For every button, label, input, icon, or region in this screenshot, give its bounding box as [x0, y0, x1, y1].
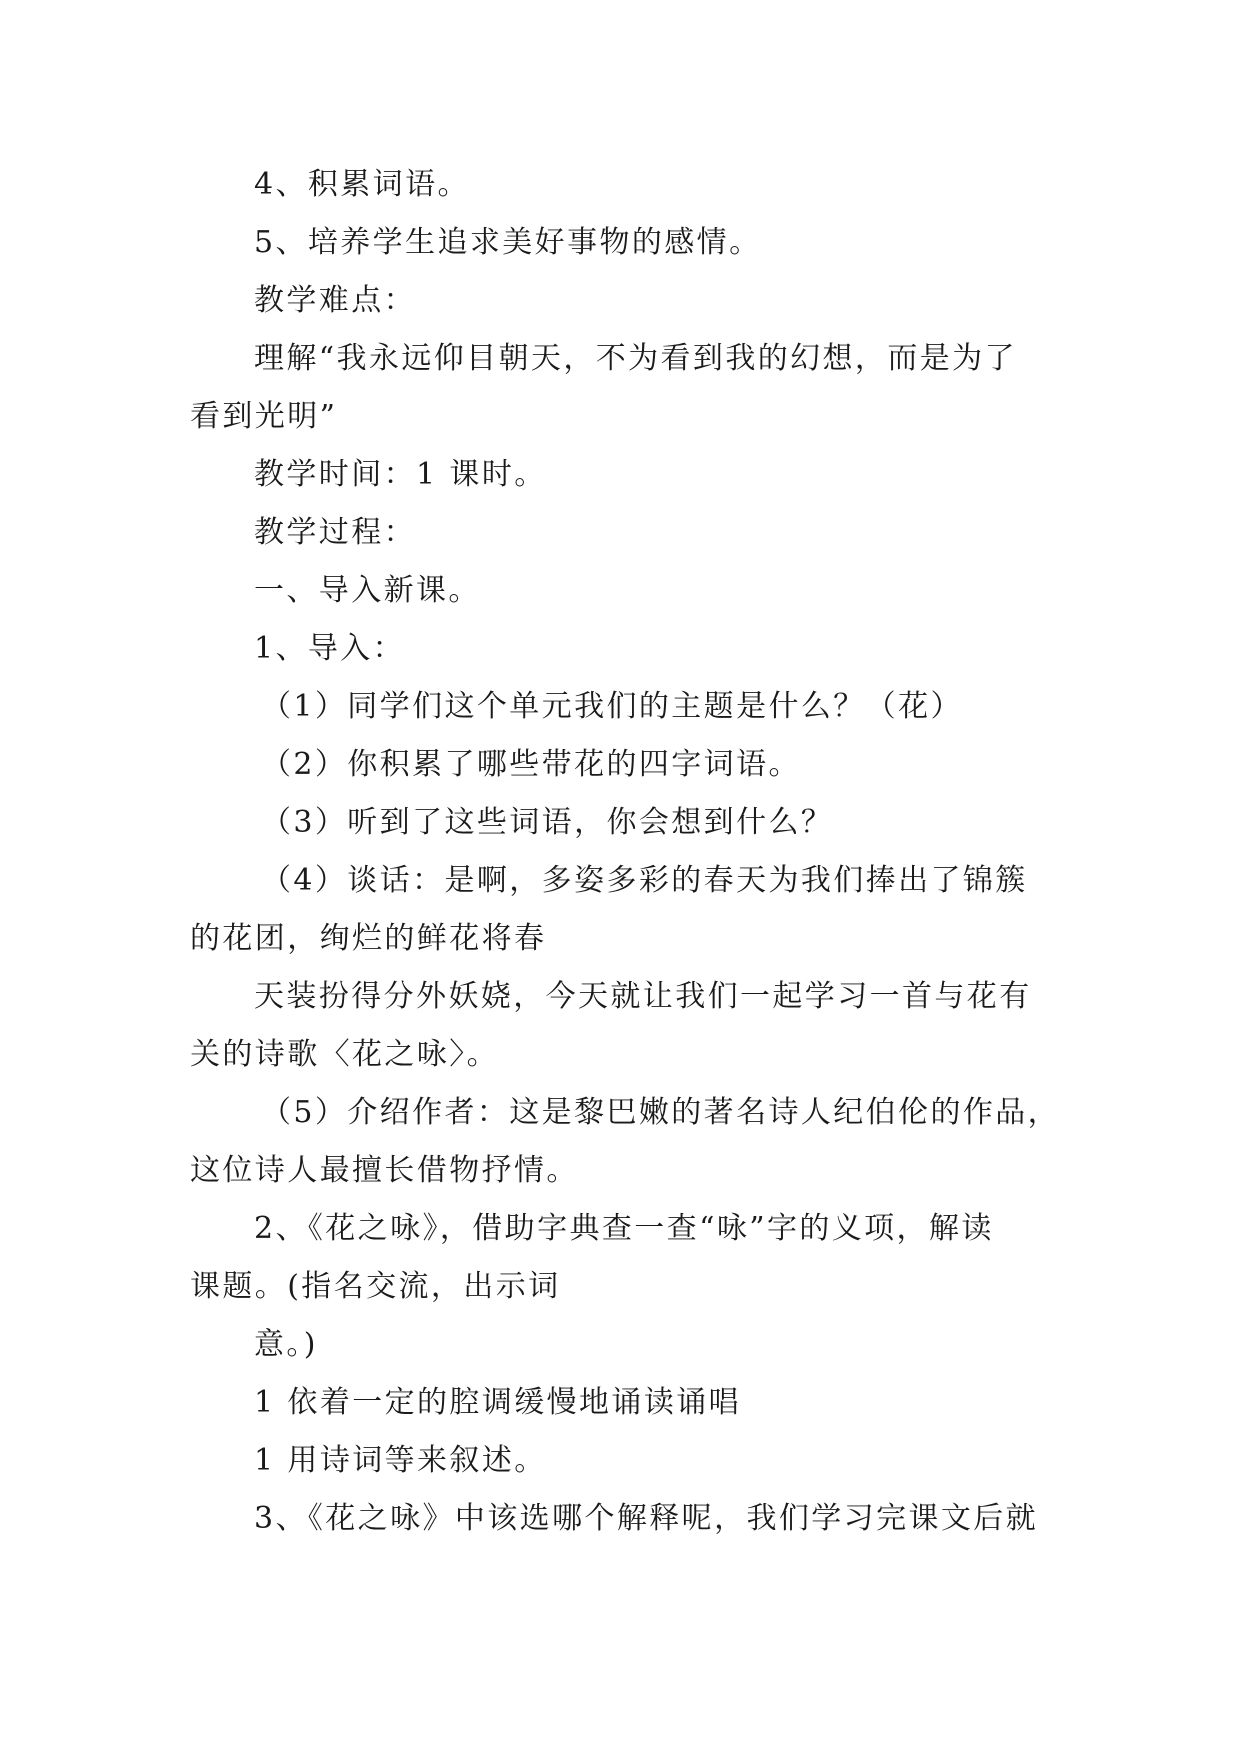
text-line: 意。)	[254, 1327, 318, 1362]
text-line: （2）你积累了哪些带花的四字词语。	[261, 747, 801, 782]
text-line: 看到光明”	[190, 399, 338, 434]
text-line: 一、导入新课。	[254, 573, 481, 608]
text-line: 这位诗人最擅长借物抒情。	[190, 1153, 579, 1188]
text-line: 教学时间：1 课时。	[254, 457, 547, 492]
text-line: 天装扮得分外妖娆，今天就让我们一起学习一首与花有	[254, 979, 1032, 1014]
section-heading: 教学过程：	[254, 515, 416, 550]
section-heading: 教学难点：	[254, 283, 416, 318]
text-line: （3）听到了这些词语，你会想到什么？	[261, 805, 834, 840]
text-line: 4、积累词语。	[254, 167, 470, 202]
text-line: 5、培养学生追求美好事物的感情。	[254, 225, 762, 260]
text-line: 1 依着一定的腔调缓慢地诵读诵唱	[254, 1385, 742, 1420]
text-line: （5）介绍作者：这是黎巴嫩的著名诗人纪伯伦的作品，	[261, 1095, 1061, 1130]
text-line: （4）谈话：是啊，多姿多彩的春天为我们捧出了锦簇	[261, 863, 1028, 898]
text-line: 理解“我永远仰目朝天，不为看到我的幻想，而是为了	[254, 341, 1017, 376]
text-line: 的花团，绚烂的鲜花将春	[190, 921, 547, 956]
text-line: 课题。(指名交流，出示词	[190, 1269, 561, 1304]
text-line: 关的诗歌〈花之咏〉。	[190, 1037, 499, 1072]
text-line: （1）同学们这个单元我们的主题是什么？（花）	[261, 689, 963, 724]
text-line: 3、《花之咏》中该选哪个解释呢，我们学习完课文后就	[254, 1501, 1039, 1536]
text-line: 2、《花之咏》，借助字典查一查“咏”字的义项，解读	[254, 1211, 994, 1246]
text-line: 1 用诗词等来叙述。	[254, 1443, 547, 1478]
text-line: 1、导入：	[254, 631, 406, 666]
